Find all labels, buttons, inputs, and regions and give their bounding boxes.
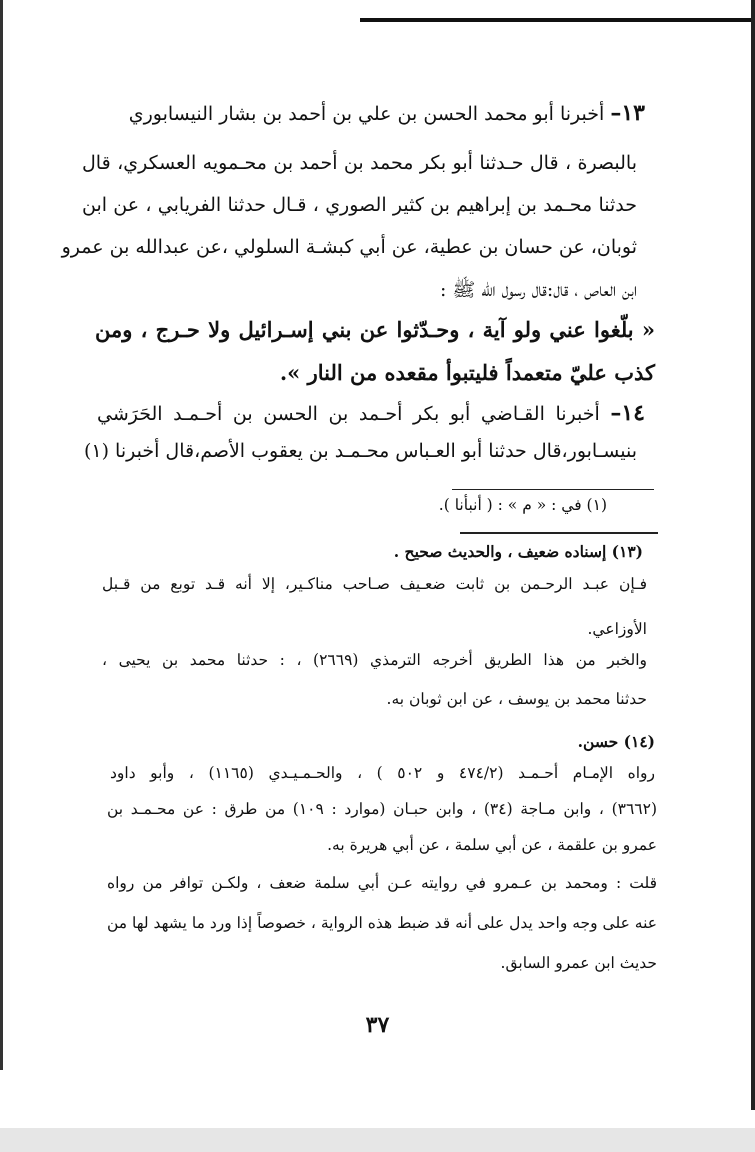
commentary-14-line-6: حديث ابن عمرو السابق. (500, 954, 657, 972)
hadith-14-line-2: بنيسـابور،قال حدثنا أبو العـباس محـمـد بن يعقوب الأصم،قال أخبرنا (١) (83, 440, 637, 462)
page-edge-right (751, 0, 755, 1110)
hadith-13-line-2: بالبصرة ، قال حـدثنا أبو بكر محمد بن أحمد بن محـمويه العسكري، قال (82, 152, 637, 174)
commentary-14-line-5: عنه على وجه واحد يدل على أنه قد ضبط هذه الرواية ، خصوصاً إذا ورد ما يشهد لها من (106, 914, 657, 932)
commentary-14-line-1: رواه الإمـام أحـمـد (٤٧٤/٢ و ٥٠٢ ) ، والحـمـيـدي (١١٦٥) ، وأبو داود (110, 764, 656, 782)
commentary-rule (460, 532, 658, 534)
hadith-13-line-5: ابن العاص ، قال:قال رسول الله ﷺ : (439, 279, 637, 301)
commentary-14-line-4: قلت : ومحمد بن عـمرو في روايته عـن أبي سلمة ضعف ، ولكـن توافر من رواه (107, 874, 657, 892)
hadith-13-text-line-2: كذب عليّ متعمداً فليتبوأ مقعده من النار ». (279, 360, 655, 385)
hadith-13-line-3: حدثنا محـمد بن إبراهيم بن كثير الصوري ، قـال حدثنا الفريابي ، عن ابن (82, 194, 637, 216)
hadith-13-line-4: ثوبان، عن حسان بن عطية، عن أبي كبشـة السلولي ،عن عبدالله بن عمرو (61, 236, 637, 258)
hadith-14-line-1: ١٤– أخبرنا القـاضي أبو بكر أحـمد بن الحسن بن أحـمـد الحَرَشي (97, 400, 645, 426)
hadith-13-line-1: ١٣– أخبرنا أبو محمد الحسن بن علي بن أحمد بن بشار النيسابوري (128, 100, 645, 126)
commentary-13-line-2: الأوزاعي. (587, 620, 647, 638)
top-rule (360, 18, 752, 22)
commentary-14-line-2: (٣٦٦٢) ، وابن مـاجة (٣٤) ، وابن حبـان (موارد : ١٠٩) من طرق : عن محـمـد بن (107, 800, 658, 818)
commentary-13-line-3: والخبر من هذا الطريق أخرجه الترمذي (٢٦٦٩) ، : حدثنا محمد بن يحيى ، (102, 651, 647, 669)
commentary-14-heading: (١٤) حسن. (577, 732, 655, 751)
hadith-13-text-line-1: « بلّغوا عني ولو آية ، وحـدّثوا عن بني إسـرائيل ولا حـرج ، ومن (95, 317, 655, 342)
commentary-13-heading: (١٣) إسناده ضعيف ، والحديث صحيح . (393, 542, 643, 561)
page-bottom-shadow (0, 1128, 755, 1152)
footnote: (١) في : « م » : ( أنبأنا ). (438, 496, 607, 514)
footnote-rule (452, 489, 654, 490)
hadith-14-number: ١٤– (610, 400, 645, 426)
page-edge-left (0, 0, 3, 1070)
commentary-13-line-4: حدثنا محمد بن يوسف ، عن ابن ثوبان به. (386, 690, 647, 708)
page-number: ٣٧ (365, 1012, 390, 1038)
commentary-13-line-1: فـإن عبـد الرحـمن بن ثابت ضعـيف صـاحب مناكـير، إلا أنه قـد توبع من قـبل (102, 575, 647, 593)
hadith-13-number: ١٣– (610, 100, 645, 126)
commentary-14-line-3: عمرو بن علقمة ، عن أبي سلمة ، عن أبي هريرة به. (327, 836, 657, 854)
